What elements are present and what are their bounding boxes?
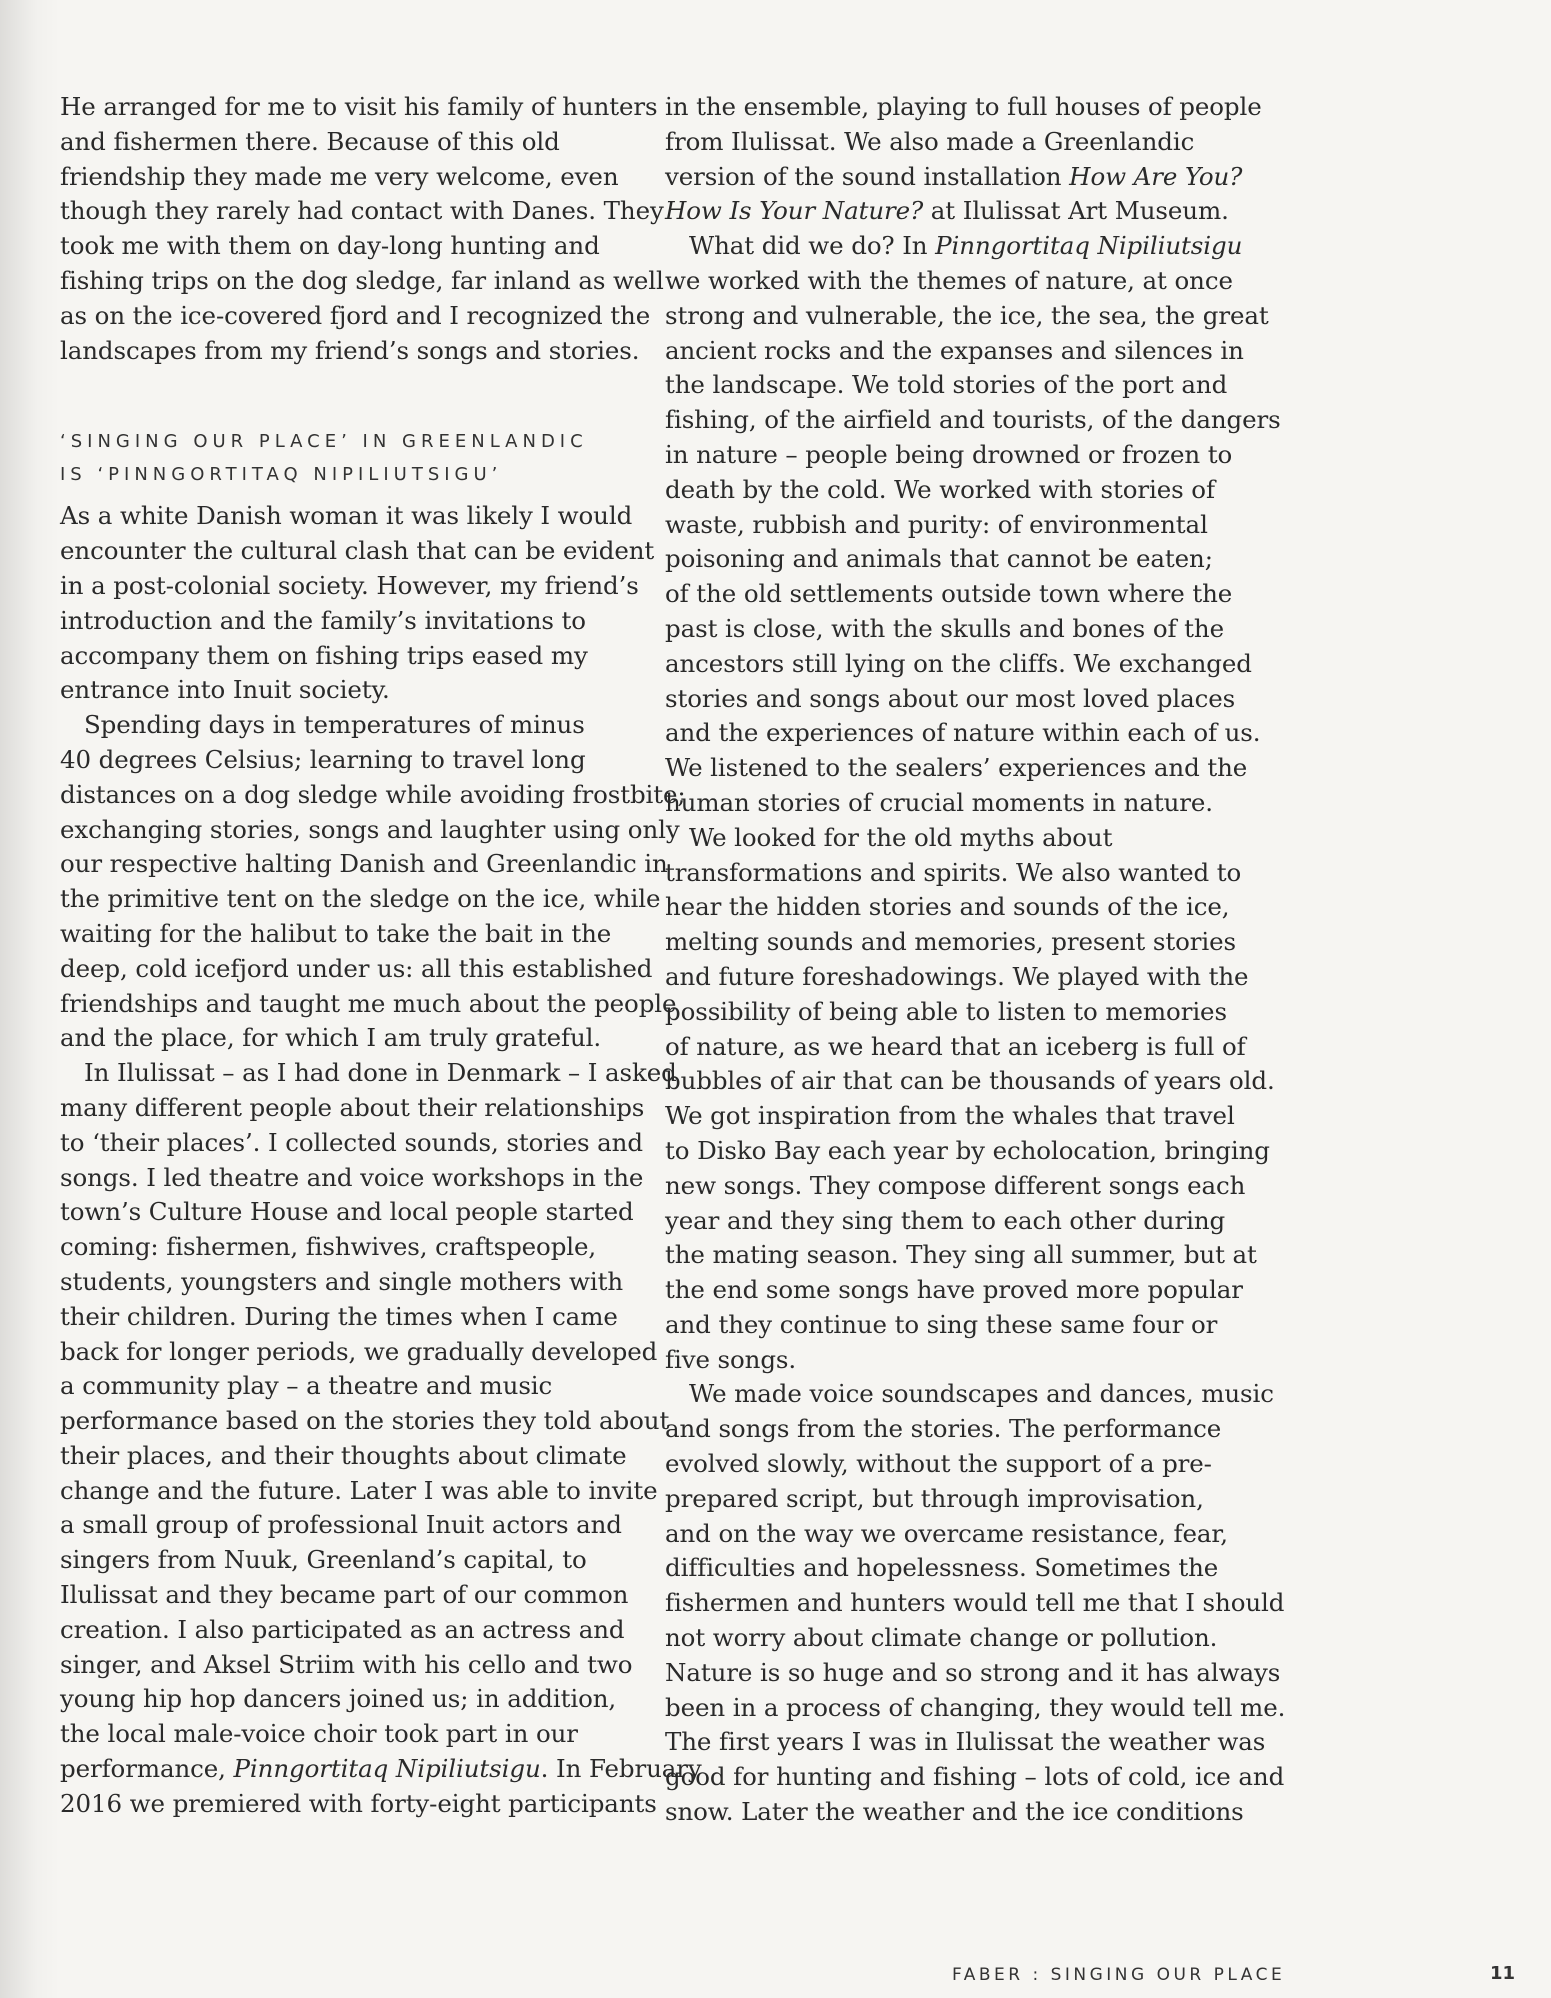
text-line: Nature is so huge and so strong and it has always [665,1657,1281,1687]
text-line: death by the cold. We worked with stories of [665,474,1215,504]
paragraph [665,229,1281,821]
text-line: melting sounds and memories, present stories [665,927,1236,957]
text-line: prepared script, but through improvisation, [665,1483,1204,1513]
left-column [60,90,702,1822]
text-line: a community play – a theatre and music [60,1371,553,1401]
text-line: their children. During the times when I came [60,1301,618,1331]
page-edge-shadow [0,0,60,1998]
text-line: We listened to the sealers’ experiences and the [665,753,1248,783]
text-line: possibility of being able to listen to memories [665,996,1227,1026]
text-line: ancestors still lying on the cliffs. We exchanged [665,648,1252,678]
text-line: accompany them on fishing trips eased my [60,640,588,670]
text-line: young hip hop dancers joined us; in addition, [60,1684,617,1714]
paragraph [665,821,1275,1378]
text-line: singer, and Aksel Striim with his cello and two [60,1649,633,1679]
text-line: 40 degrees Celsius; learning to travel long [60,744,586,774]
text-line: and future foreshadowings. We played with the [665,961,1249,991]
text-line: songs. I led theatre and voice workshops in the [60,1162,644,1192]
text-line: exchanging stories, songs and laughter using only [60,814,680,844]
text-line: not worry about climate change or pollution. [665,1623,1218,1653]
text-line: hear the hidden stories and sounds of the ice, [665,892,1230,922]
text-segment: version of the sound installation [665,161,1070,191]
text-line: evolved slowly, without the support of a pre- [665,1449,1212,1479]
text-line: friendship they made me very welcome, even [60,161,619,191]
text-line: the primitive tent on the sledge on the ice, while [60,884,661,914]
text-line: We looked for the old myths about [689,822,1113,852]
text-line: been in a process of changing, they would tell me. [665,1692,1286,1722]
text-line [665,229,1265,264]
paragraph [60,90,664,368]
heading-line: ‘SINGING OUR PLACE’ IN GREENLANDIC [60,431,588,453]
text-line: As a white Danish woman it was likely I would [60,501,633,531]
text-line: and on the way we overcame resistance, fear, [665,1518,1229,1548]
text-line: strong and vulnerable, the ice, the sea, the great [665,300,1269,330]
paragraph [60,499,655,708]
text-line: performance based on the stories they told about [60,1406,670,1436]
heading-line: IS ‘PINNGORTITAQ NIPILIUTSIGU’ [60,464,503,486]
text-line: waste, rubbish and purity: of environmental [665,509,1208,539]
text-line: In Ilulissat – as I had done in Denmark – I asked [84,1058,677,1088]
text-line: though they rarely had contact with Danes. They [60,196,664,226]
text-line: creation. I also participated as an actress and [60,1614,625,1644]
text-line: deep, cold icefjord under us: all this established [60,953,653,983]
text-line: poisoning and animals that cannot be eaten; [665,544,1213,574]
text-line: a small group of professional Inuit actors and [60,1510,622,1540]
text-segment: at Ilulissat Art Museum. [923,196,1229,226]
text-line: landscapes from my friend’s songs and stories. [60,335,640,365]
text-line: fishing trips on the dog sledge, far inland as well [60,265,664,295]
text-line: of nature, as we heard that an iceberg is full of [665,1031,1246,1061]
text-line: introduction and the family’s invitations to [60,605,586,635]
text-line: He arranged for me to visit his family of hunters [60,92,658,121]
section-heading [60,425,650,491]
text-line: the local male-voice choir took part in our [60,1719,578,1749]
text-line: Spending days in temperatures of minus [84,710,585,740]
text-line: in a post-colonial society. However, my friend’s [60,570,639,600]
paragraph [665,1377,1286,1829]
text-segment: performance, [60,1754,234,1784]
text-line: five songs. [665,1344,797,1374]
text-line: waiting for the halibut to take the bait in the [60,918,612,948]
text-line: difficulties and hopelessness. Sometimes the [665,1553,1219,1583]
paragraph [60,708,686,1056]
text-line: as on the ice-covered fjord and I recognized the [60,300,651,330]
text-line: year and they sing them to each other during [665,1205,1226,1235]
paragraph [665,90,1265,229]
text-line: friendships and taught me much about the people [60,988,677,1018]
text-line: the mating season. They sing all summer, but at [665,1240,1257,1270]
running-title: FABER : SINGING OUR PLACE [952,1965,1286,1985]
text-line: in nature – people being drowned or frozen to [665,439,1233,469]
text-line: snow. Later the weather and the ice conditions [665,1797,1244,1827]
italic-title: Pinngortitaq Nipiliutsigu [233,1754,541,1784]
text-line: fishing, of the airfield and tourists, of the dangers [665,405,1281,435]
text-line: our respective halting Danish and Greenlandic in [60,849,668,879]
text-line [60,1752,702,1787]
text-line: from Ilulissat. We also made a Greenlandic [665,126,1195,156]
text-line: good for hunting and fishing – lots of cold, ice and [665,1762,1285,1792]
text-line: and fishermen there. Because of this old [60,126,560,156]
text-line: We got inspiration from the whales that travel [665,1101,1235,1131]
text-line: of the old settlements outside town where the [665,579,1233,609]
text-segment: . In February [540,1754,702,1784]
text-line: encounter the cultural clash that can be evident [60,536,655,566]
text-line: the landscape. We told stories of the port and [665,370,1228,400]
text-line: singers from Nuuk, Greenland’s capital, to [60,1545,587,1575]
text-line: entrance into Inuit society. [60,675,390,705]
text-line: new songs. They compose different songs each [665,1170,1246,1200]
text-line: transformations and spirits. We also wanted to [665,857,1242,887]
text-line: we worked with the themes of nature, at once [665,265,1233,295]
text-line: students, youngsters and single mothers with [60,1266,624,1296]
text-line: and songs from the stories. The performance [665,1414,1222,1444]
text-line: and the place, for which I am truly grateful. [60,1023,602,1053]
italic-title: Pinngortitaq Nipiliutsigu [935,231,1243,261]
text-line [665,160,1265,195]
text-line: human stories of crucial moments in nature. [665,787,1213,817]
text-segment: What did we do? In [689,231,936,261]
text-line: distances on a dog sledge while avoiding frostbite; [60,779,686,809]
text-line: in the ensemble, playing to full houses of people [665,92,1262,121]
text-line: Ilulissat and they became part of our common [60,1580,629,1610]
paragraph [60,1056,702,1822]
right-column [665,90,1286,1830]
text-line: and the experiences of nature within each of us. [665,718,1261,748]
text-line: many different people about their relationships [60,1092,645,1122]
text-line: The first years I was in Ilulissat the weather was [665,1727,1266,1757]
text-line: took me with them on day-long hunting and [60,231,600,261]
text-line: bubbles of air that can be thousands of years old. [665,1066,1275,1096]
text-line: stories and songs about our most loved places [665,683,1236,713]
text-line: their places, and their thoughts about climate [60,1440,627,1470]
text-line: and they continue to sing these same four or [665,1309,1218,1339]
text-line: ancient rocks and the expanses and silences in [665,335,1244,365]
text-line: 2016 we premiered with forty-eight participants [60,1788,657,1818]
text-line: back for longer periods, we gradually developed [60,1336,658,1366]
text-line [665,194,1265,229]
text-line: We made voice soundscapes and dances, music [689,1379,1274,1409]
text-line: change and the future. Later I was able to invite [60,1475,658,1505]
text-line: fishermen and hunters would tell me that I should [665,1588,1285,1618]
text-line: to Disko Bay each year by echolocation, bringing [665,1135,1270,1165]
italic-title: How Is Your Nature? [665,196,924,226]
text-line: the end some songs have proved more popular [665,1275,1243,1305]
page-number: 11 [1490,1963,1516,1984]
italic-title: How Are You? [1069,161,1243,191]
text-line: town’s Culture House and local people started [60,1197,634,1227]
text-line: past is close, with the skulls and bones of the [665,613,1224,643]
text-line: coming: fishermen, fishwives, craftspeople, [60,1232,597,1262]
text-line: to ‘their places’. I collected sounds, stories and [60,1127,643,1157]
